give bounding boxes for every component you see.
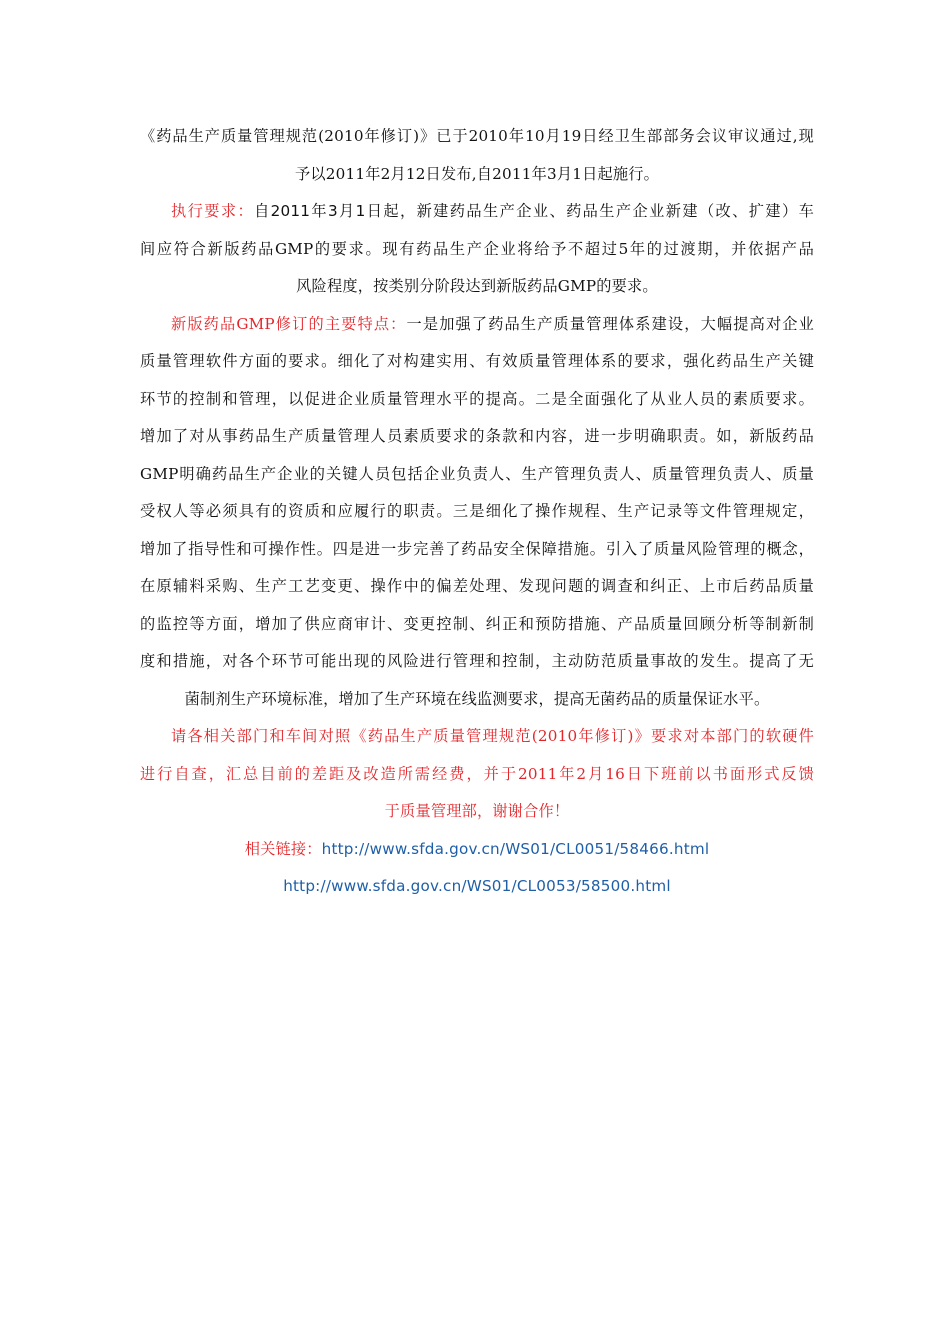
features-line-4: 增加了对从事药品生产质量管理人员素质要求的条款和内容，进一步明确职责。如，新版药品 [140, 427, 814, 445]
requirement-text-1: 自2011年3月1日起，新建药品生产企业、药品生产企业新建（改、扩建）车 [254, 202, 814, 220]
intro-line-2: 予以2011年2月12日发布,自2011年3月1日起施行。 [294, 164, 660, 183]
intro-line-1: 《药品生产质量管理规范(2010年修订)》已于2010年10月19日经卫生部部务会议审议通过,现 [140, 127, 814, 145]
features-line-1 [140, 306, 814, 344]
features-line-8: 在原辅料采购、生产工艺变更、操作中的偏差处理、发现问题的调查和纠正、上市后药品质量 [140, 577, 814, 595]
document-body [140, 118, 814, 906]
notice-line-2: 进行自查，汇总目前的差距及改造所需经费，并于2011年2月16日下班前以书面形式反馈 [140, 764, 814, 783]
links-label: 相关链接： [244, 839, 322, 858]
requirement-line-3: 风险程度，按类别分阶段达到新版药品GMP的要求。 [296, 277, 658, 295]
features-label: 新版药品GMP修订的主要特点： [171, 314, 407, 333]
link-2[interactable]: http://www.sfda.gov.cn/WS01/CL0053/58500.html [283, 877, 671, 895]
features-line-2: 质量管理软件方面的要求。细化了对构建实用、有效质量管理体系的要求，强化药品生产关键 [140, 352, 814, 370]
links-line-1 [140, 831, 814, 869]
features-line-10: 度和措施，对各个环节可能出现的风险进行管理和控制，主动防范质量事故的发生。提高了无 [140, 652, 814, 670]
features-line-9: 的监控等方面，增加了供应商审计、变更控制、纠正和预防措施、产品质量回顾分析等制新制 [140, 614, 814, 633]
notice-line-1: 请各相关部门和车间对照《药品生产质量管理规范(2010年修订)》要求对本部门的软硬件 [171, 727, 814, 745]
requirement-line-2: 间应符合新版药品GMP的要求。现有药品生产企业将给予不超过5年的过渡期，并依据产品 [140, 239, 814, 258]
notice-line-3: 于质量管理部，谢谢合作！ [384, 802, 570, 820]
features-line-6: 受权人等必须具有的资质和应履行的职责。三是细化了操作规程、生产记录等文件管理规定， [140, 502, 814, 520]
features-text-1: 一是加强了药品生产质量管理体系建设，大幅提高对企业 [406, 314, 815, 333]
features-line-7: 增加了指导性和可操作性。四是进一步完善了药品安全保障措施。引入了质量风险管理的概念， [140, 539, 814, 558]
features-line-11: 菌制剂生产环境标准，增加了生产环境在线监测要求，提高无菌药品的质量保证水平。 [184, 689, 770, 708]
features-line-3: 环节的控制和管理，以促进企业质量管理水平的提高。二是全面强化了从业人员的素质要求。 [140, 389, 814, 408]
requirement-line-1 [140, 193, 814, 231]
features-line-5: GMP明确药品生产企业的关键人员包括企业负责人、生产管理负责人、质量管理负责人、质量 [140, 464, 814, 483]
link-1[interactable]: http://www.sfda.gov.cn/WS01/CL0051/58466.html [321, 839, 710, 858]
links-line-2 [140, 868, 814, 906]
requirement-label: 执行要求： [171, 202, 255, 220]
